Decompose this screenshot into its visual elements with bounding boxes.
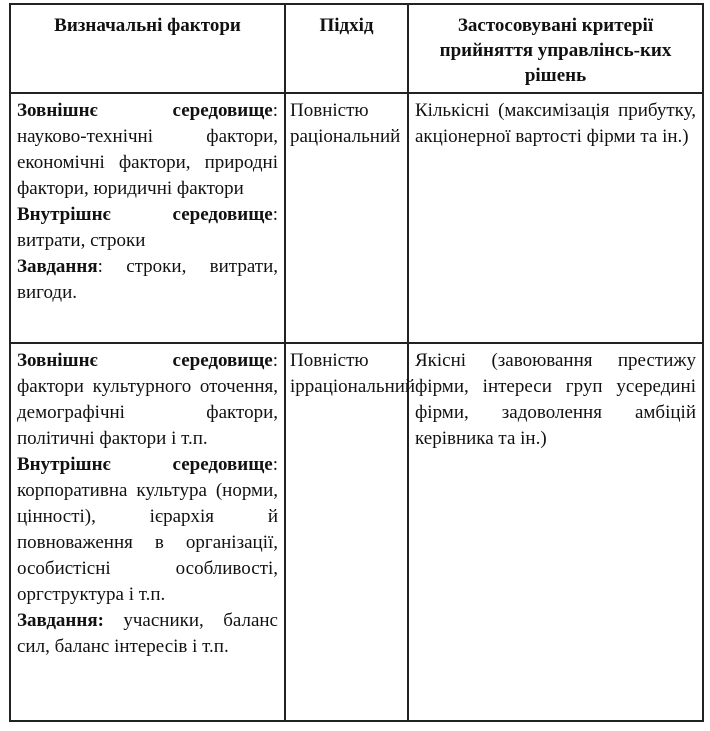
approach-cell: Повністю ірраціональний [285, 343, 408, 721]
criteria-cell: Якісні (завоювання престижу фірми, інтереси груп усередині фірми, задоволення амбіцій керівника та ін.) [408, 343, 703, 721]
factors-approach-criteria-table [9, 3, 704, 722]
factor-label: Зовнішнє середовище [17, 100, 273, 121]
factor-task [17, 608, 278, 660]
factor-label: Зовнішнє середовище [17, 350, 273, 371]
factor-label: Завдання [17, 256, 98, 277]
approach-cell: Повністю раціональний [285, 93, 408, 343]
factor-label: Внутрішнє середовище [17, 204, 273, 225]
factor-text: : корпоративна культура (норми, цінності), ієрархія й повноваження в організації, особистісні особливості, оргструктура і т.п. [17, 454, 278, 605]
factor-external-environment [17, 348, 278, 452]
factor-task [17, 254, 278, 306]
table-row [10, 93, 703, 343]
factor-text: : фактори культурного оточення, демографічні фактори, політичні фактори і т.п. [17, 350, 278, 449]
table-header-row [10, 4, 703, 93]
factor-text: учасники, баланс сил, баланс інтересів і т.п. [17, 610, 278, 657]
header-determining-factors: Визначальні фактори [10, 4, 285, 93]
factor-label: Внутрішнє середовище [17, 454, 273, 475]
factor-internal-environment [17, 202, 278, 254]
header-criteria: Застосовувані критерії прийняття управлінсь-ких рішень [408, 4, 703, 93]
table-row [10, 343, 703, 721]
factors-cell [10, 93, 285, 343]
factor-external-environment [17, 98, 278, 202]
factor-text: : строки, витрати, вигоди. [17, 256, 278, 303]
factor-text: : витрати, строки [17, 204, 278, 251]
header-approach: Підхід [285, 4, 408, 93]
criteria-cell: Кількісні (максимізація прибутку, акціонерної вартості фірми та ін.) [408, 93, 703, 343]
factor-internal-environment [17, 452, 278, 608]
factor-text: : науково-технічні фактори, економічні фактори, природні фактори, юридичні фактори [17, 100, 278, 199]
factors-cell [10, 343, 285, 721]
factor-label: Завдання: [17, 610, 104, 631]
